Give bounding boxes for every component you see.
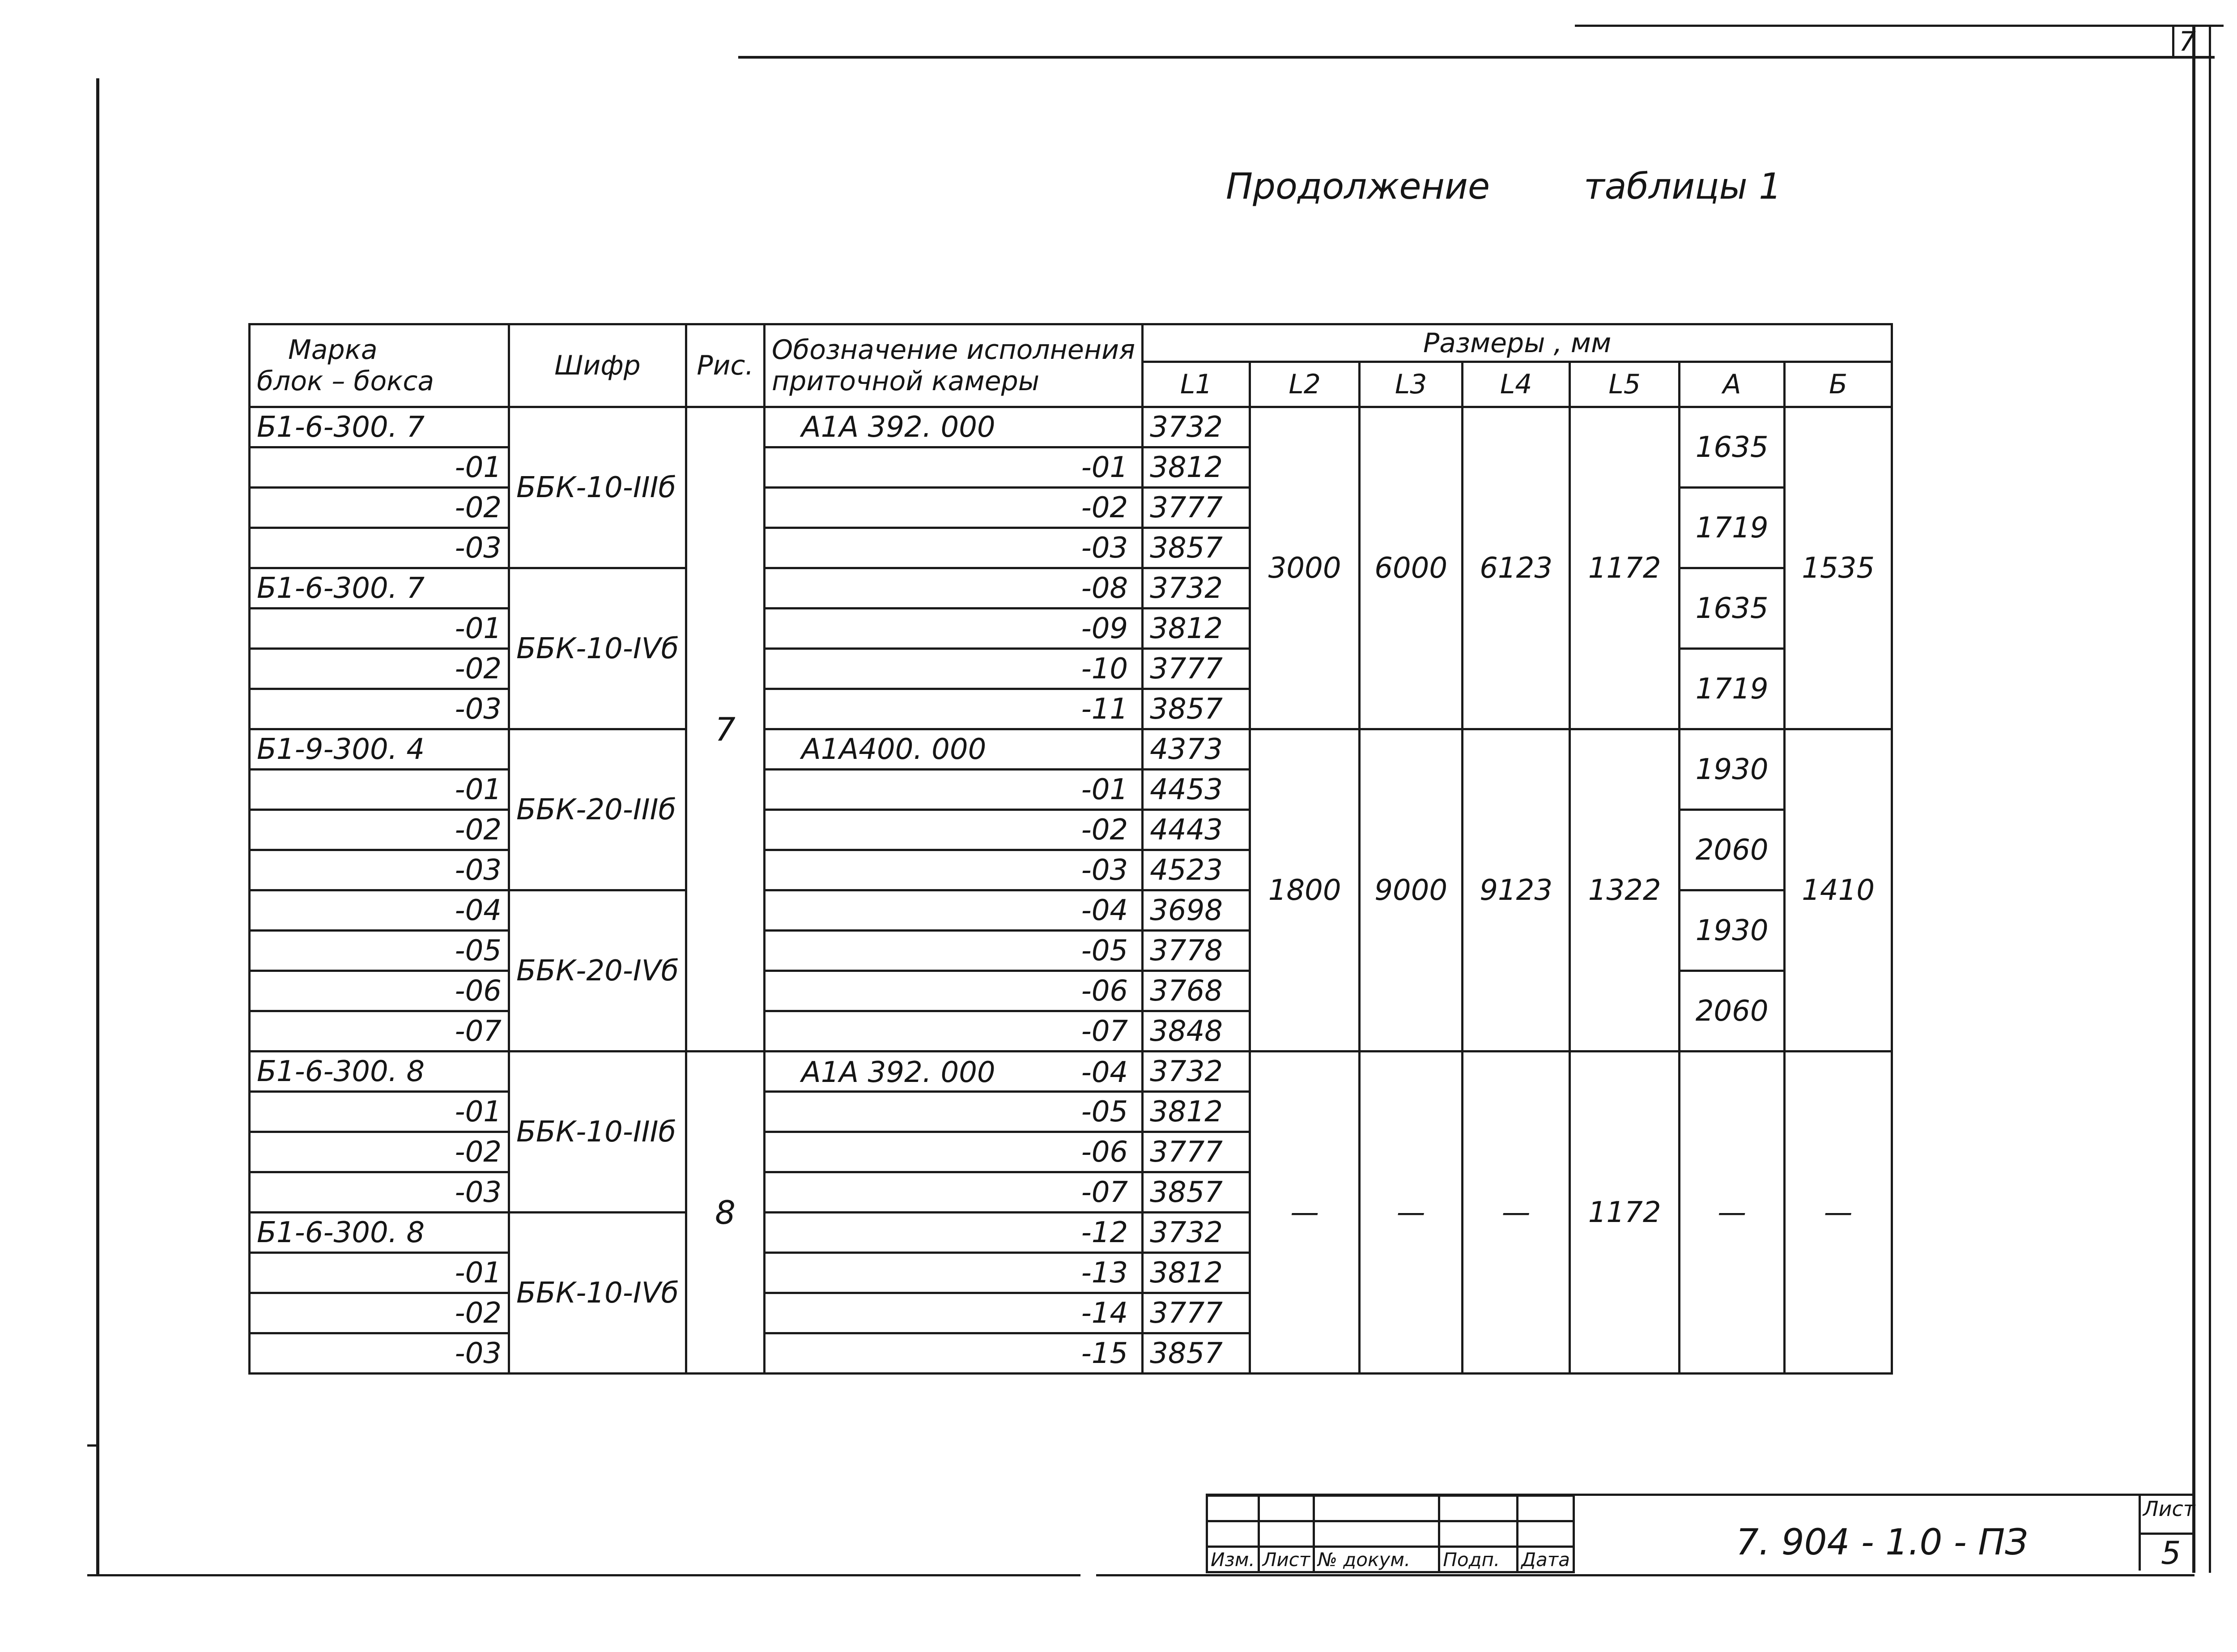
cell-L1: 3768 <box>1143 971 1250 1011</box>
cell-L1: 3732 <box>1143 568 1250 609</box>
cell-L3: — <box>1360 1052 1463 1374</box>
frame-bottom-line-2 <box>1096 1574 2194 1576</box>
frame-top-line <box>738 56 2215 59</box>
label-data: Дата <box>1518 1547 1574 1572</box>
cell-shifr: ББК-20-IIIб <box>509 729 686 890</box>
cell-A: 1635 <box>1680 568 1785 649</box>
cell-oboz: -06 <box>765 971 1143 1011</box>
frame-bottom-line <box>87 1574 1080 1576</box>
cell-A: 1930 <box>1680 890 1785 971</box>
cell-oboz: -06 <box>765 1132 1143 1172</box>
header-L2: L2 <box>1250 362 1360 407</box>
cell-L5: 1322 <box>1570 729 1680 1052</box>
cell-oboz: -15 <box>765 1333 1143 1374</box>
cell-shifr: ББК-10-IIIб <box>509 407 686 568</box>
cell-L1: 3857 <box>1143 689 1250 729</box>
cell-oboz: -07 <box>765 1172 1143 1213</box>
caption-table-ref: таблицы 1 <box>1584 166 1782 207</box>
cell-B: 1410 <box>1785 729 1892 1052</box>
cell-marka: -02 <box>250 649 509 689</box>
cell-oboz: -14 <box>765 1293 1143 1333</box>
cell-oboz: -01 <box>765 447 1143 488</box>
cell-L1: 3698 <box>1143 890 1250 931</box>
table-row <box>250 407 1892 447</box>
cell-shifr: ББК-10-IIIб <box>509 1052 686 1213</box>
cell-ris: 7 <box>686 407 765 1052</box>
label-podp: Подп. <box>1439 1547 1518 1572</box>
header-L1: L1 <box>1143 362 1250 407</box>
label-n-dokum: № докум. <box>1314 1547 1439 1572</box>
cell-oboz: -03 <box>765 850 1143 890</box>
cell-A: — <box>1680 1052 1785 1374</box>
cell-L1: 3812 <box>1143 609 1250 649</box>
cell-oboz: А1А 392. 000 <box>765 407 1143 447</box>
cell-marka: -03 <box>250 1333 509 1374</box>
label-izm: Изм. <box>1207 1547 1259 1572</box>
cell-L1: 3777 <box>1143 1132 1250 1172</box>
title-block-row <box>1207 1521 1574 1547</box>
cell-oboz: -10 <box>765 649 1143 689</box>
cell-oboz: -09 <box>765 609 1143 649</box>
cell-marka: -03 <box>250 528 509 568</box>
cell-marka: Б1-6-300. 8 <box>250 1052 509 1092</box>
cell-marka: Б1-9-300. 4 <box>250 729 509 770</box>
caption-continuation: Продолжение <box>1226 166 1490 207</box>
cell-shifr: ББК-20-IVб <box>509 890 686 1052</box>
cell-L1: 3812 <box>1143 1092 1250 1132</box>
title-block-labels <box>1207 1547 1574 1572</box>
cell-marka: -02 <box>250 810 509 850</box>
cell-L1: 3732 <box>1143 1052 1250 1092</box>
cell-marka: -01 <box>250 447 509 488</box>
cell-oboz: -02 <box>765 810 1143 850</box>
cell-marka: Б1-6-300. 7 <box>250 407 509 447</box>
cell-marka: -01 <box>250 1253 509 1293</box>
cell-marka: -02 <box>250 1293 509 1333</box>
cell-ris: 8 <box>686 1052 765 1374</box>
cell-L1: 4523 <box>1143 850 1250 890</box>
cell-marka: -01 <box>250 770 509 810</box>
cell-B: 1535 <box>1785 407 1892 729</box>
cell-oboz: -13 <box>765 1253 1143 1293</box>
cell-L1: 3812 <box>1143 447 1250 488</box>
header-B: Б <box>1785 362 1892 407</box>
title-block <box>1206 1494 1575 1573</box>
cell-L1: 3778 <box>1143 931 1250 971</box>
cell-marka: -02 <box>250 1132 509 1172</box>
sheet-number: 5 <box>2161 1535 2181 1571</box>
cell-A: 1930 <box>1680 729 1785 810</box>
cell-L4: 6123 <box>1463 407 1570 729</box>
cell-marka: -03 <box>250 850 509 890</box>
cell-oboz: -11 <box>765 689 1143 729</box>
cell-L1: 3812 <box>1143 1253 1250 1293</box>
cell-marka: -03 <box>250 1172 509 1213</box>
frame-left-line <box>96 78 99 1575</box>
cell-L3: 6000 <box>1360 407 1463 729</box>
frame-tick <box>87 1444 96 1447</box>
dimensions-table <box>248 323 1893 1375</box>
cell-A: 1719 <box>1680 649 1785 729</box>
cell-marka: -02 <box>250 488 509 528</box>
cell-shifr: ББК-10-IVб <box>509 568 686 729</box>
cell-oboz: -02 <box>765 488 1143 528</box>
cell-marka: -05 <box>250 931 509 971</box>
cell-L2: 1800 <box>1250 729 1360 1052</box>
cell-marka: -01 <box>250 1092 509 1132</box>
cell-oboz: -04 <box>765 890 1143 931</box>
cell-L1: 3777 <box>1143 649 1250 689</box>
cell-oboz: -08 <box>765 568 1143 609</box>
frame-right-line-2 <box>2209 25 2211 1573</box>
cell-L1: 3777 <box>1143 1293 1250 1333</box>
table-row <box>250 1052 1892 1092</box>
cell-L2: 3000 <box>1250 407 1360 729</box>
header-razmery: Размеры , мм <box>1143 324 1892 362</box>
cell-L1: 4453 <box>1143 770 1250 810</box>
header-row-1 <box>250 324 1892 362</box>
cell-marka: -04 <box>250 890 509 931</box>
header-L3: L3 <box>1360 362 1463 407</box>
cell-L4: — <box>1463 1052 1570 1374</box>
cell-oboz: -03 <box>765 528 1143 568</box>
cell-L1: 4373 <box>1143 729 1250 770</box>
cell-L5: 1172 <box>1570 407 1680 729</box>
document-code: 7. 904 - 1.0 - ПЗ <box>1736 1521 2028 1563</box>
header-ris: Рис. <box>686 324 765 407</box>
cell-L4: 9123 <box>1463 729 1570 1052</box>
header-oboz: Обозначение исполнения приточной камеры <box>765 324 1143 407</box>
cell-marka: -07 <box>250 1011 509 1052</box>
cell-L1: 3857 <box>1143 528 1250 568</box>
cell-oboz: -05 <box>765 1092 1143 1132</box>
table-row <box>250 729 1892 770</box>
cell-A: 1635 <box>1680 407 1785 488</box>
cell-L1: 3857 <box>1143 1333 1250 1374</box>
label-list: Лист <box>1259 1547 1314 1572</box>
sheet-label: Лист <box>2143 1497 2195 1521</box>
cell-oboz: -07 <box>765 1011 1143 1052</box>
cell-marka: -03 <box>250 689 509 729</box>
cell-L1: 3732 <box>1143 407 1250 447</box>
cell-L1: 3732 <box>1143 1213 1250 1253</box>
cell-marka: -06 <box>250 971 509 1011</box>
header-shifr: Шифр <box>509 324 686 407</box>
cell-L1: 3848 <box>1143 1011 1250 1052</box>
cell-A: 1719 <box>1680 488 1785 568</box>
cell-oboz: -01 <box>765 770 1143 810</box>
header-A: А <box>1680 362 1785 407</box>
title-block-row <box>1207 1496 1574 1521</box>
cell-A: 2060 <box>1680 971 1785 1052</box>
cell-L2: — <box>1250 1052 1360 1374</box>
cell-L3: 9000 <box>1360 729 1463 1052</box>
cell-marka: Б1-6-300. 8 <box>250 1213 509 1253</box>
cell-L1: 3857 <box>1143 1172 1250 1213</box>
cell-oboz: -05 <box>765 931 1143 971</box>
frame-top-line-2 <box>1575 25 2224 27</box>
cell-L5: 1172 <box>1570 1052 1680 1374</box>
header-L5: L5 <box>1570 362 1680 407</box>
cell-oboz: А1А400. 000 <box>765 729 1143 770</box>
cell-B: — <box>1785 1052 1892 1374</box>
cell-L1: 4443 <box>1143 810 1250 850</box>
corner-number: 7 <box>2179 26 2196 57</box>
header-L4: L4 <box>1463 362 1570 407</box>
cell-A: 2060 <box>1680 810 1785 890</box>
cell-marka: Б1-6-300. 7 <box>250 568 509 609</box>
header-marka: Марка блок – бокса <box>250 324 509 407</box>
cell-shifr: ББК-10-IVб <box>509 1213 686 1374</box>
cell-L1: 3777 <box>1143 488 1250 528</box>
cell-oboz: -12 <box>765 1213 1143 1253</box>
cell-oboz: А1А 392. 000 -04 <box>765 1052 1143 1092</box>
frame-right-line <box>2192 25 2195 1573</box>
cell-marka: -01 <box>250 609 509 649</box>
